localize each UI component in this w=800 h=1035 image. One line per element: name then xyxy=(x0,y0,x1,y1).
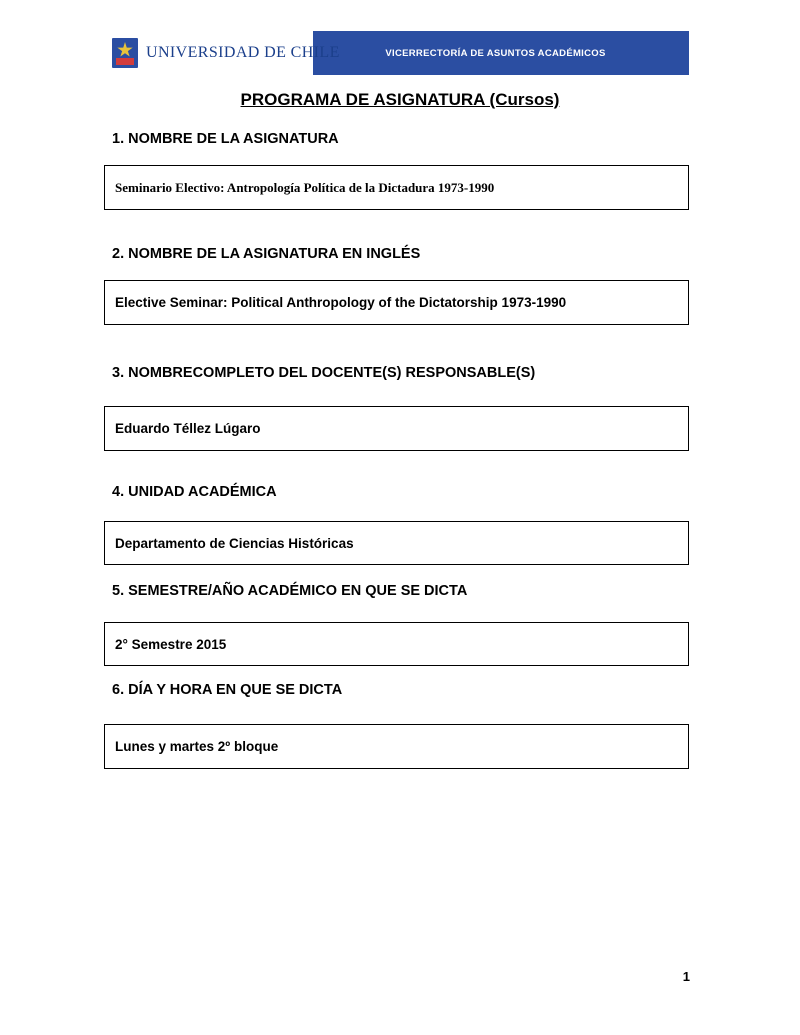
section-label-6: 6. DÍA Y HORA EN QUE SE DICTA xyxy=(112,682,343,698)
field-box-nombre-asignatura[interactable] xyxy=(104,165,689,210)
document-header-banner xyxy=(104,31,689,75)
field-box-docente-responsable[interactable] xyxy=(104,406,689,451)
field-value-semestre-ano: 2° Semestre 2015 xyxy=(115,636,227,652)
section-label-3: 3. NOMBRECOMPLETO DEL DOCENTE(S) RESPONSABLE(S) xyxy=(112,365,536,381)
field-value-unidad-academica: Departamento de Ciencias Históricas xyxy=(115,535,354,551)
field-value-docente-responsable: Eduardo Téllez Lúgaro xyxy=(115,421,261,436)
page-number: 1 xyxy=(682,969,690,984)
section-label-1: 1. NOMBRE DE LA ASIGNATURA xyxy=(112,131,339,147)
section-label-4: 4. UNIDAD ACADÉMICA xyxy=(112,484,277,500)
field-box-semestre-ano[interactable] xyxy=(104,622,689,666)
field-box-dia-hora[interactable] xyxy=(104,724,689,769)
field-box-unidad-academica[interactable] xyxy=(104,521,689,565)
section-label-2: 2. NOMBRE DE LA ASIGNATURA EN INGLÉS xyxy=(112,246,421,262)
field-box-nombre-asignatura-ingles[interactable] xyxy=(104,280,689,325)
page-title xyxy=(0,90,800,110)
page-title-text: PROGRAMA DE ASIGNATURA (Cursos) xyxy=(240,90,560,109)
university-name: UNIVERSIDAD DE CHILE xyxy=(146,44,340,61)
header-banner-title: VICERRECTORÍA DE ASUNTOS ACADÉMICOS xyxy=(385,47,606,59)
university-crest-icon xyxy=(112,38,138,68)
field-value-nombre-asignatura-ingles: Elective Seminar: Political Anthropology of the Dictatorship 1973-1990 xyxy=(115,295,567,310)
university-logo xyxy=(104,31,340,75)
field-value-dia-hora: Lunes y martes 2º bloque xyxy=(115,739,279,754)
section-label-5: 5. SEMESTRE/AÑO ACADÉMICO EN QUE SE DICTA xyxy=(112,583,468,599)
field-value-nombre-asignatura: Seminario Electivo: Antropología Política de la Dictadura 1973-1990 xyxy=(115,179,495,195)
